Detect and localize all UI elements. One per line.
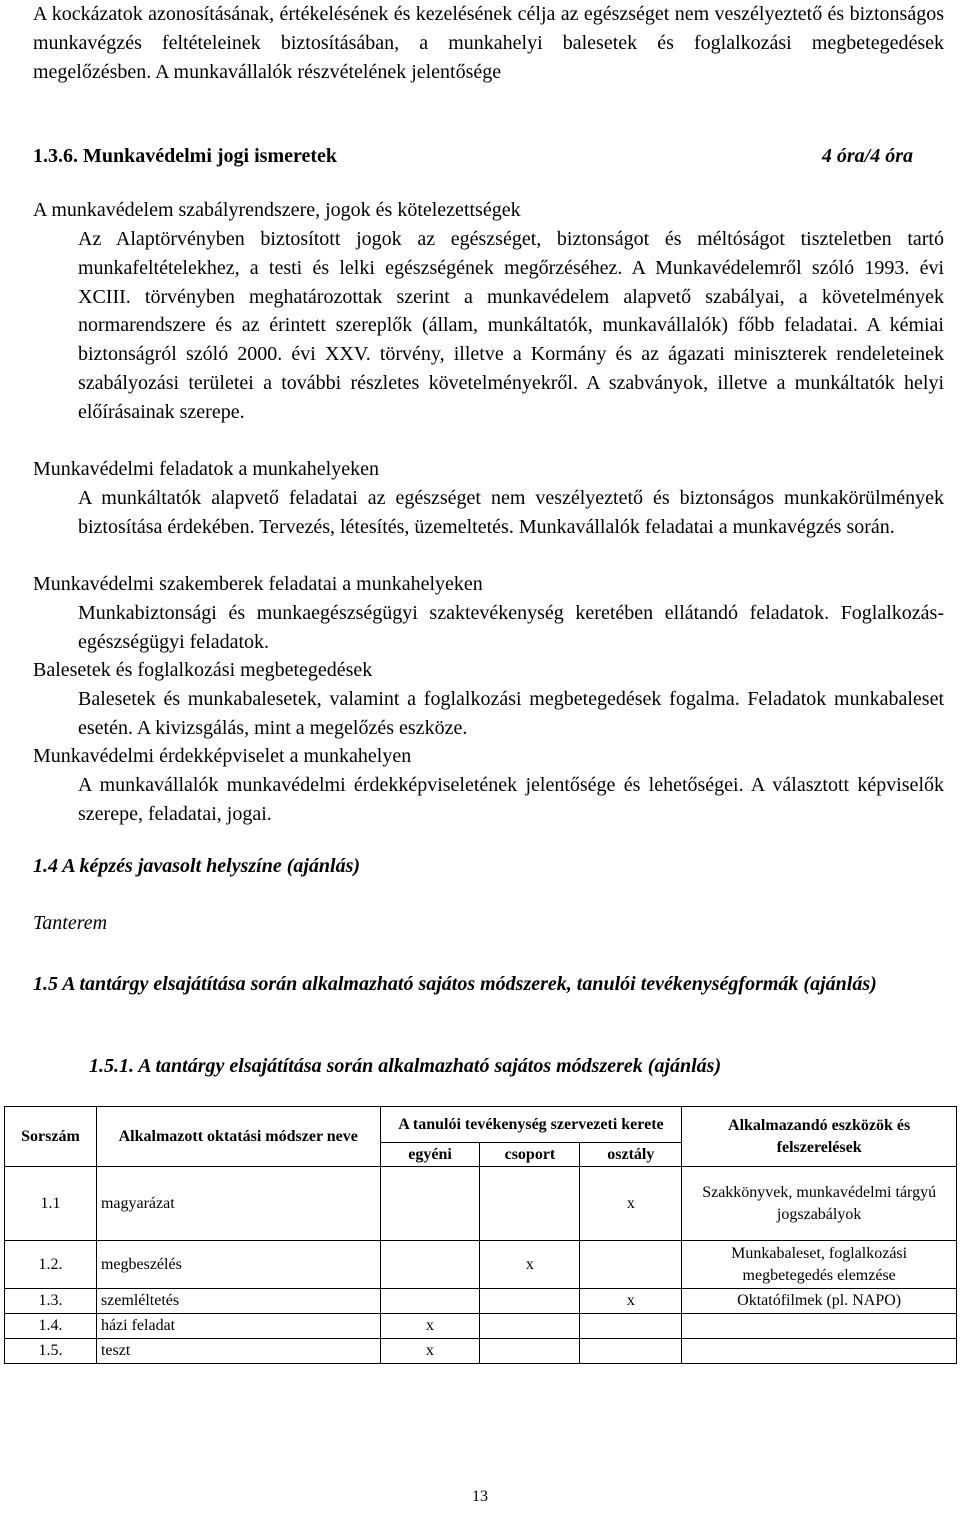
topic-body: Balesetek és munkabalesetek, valamint a foglalkozási megbetegedések fogalma. Feladatok munkabaleset esetén. A kivizsgálás, mint a megelőzés eszköze.	[78, 688, 944, 739]
row-num: 1.3.	[5, 1289, 97, 1314]
topic-body: A munkavállalók munkavédelmi érdekképviseletének jelentősége és lehetőségei. A választott képviselők szerepe, feladatai, jogai.	[78, 774, 944, 825]
topic-body: Munkabiztonsági és munkaegészségügyi szaktevékenység keretében ellátandó feladatok. Foglalkozás-egészségügyi feladatok.	[78, 602, 944, 653]
table-row	[5, 1289, 957, 1314]
row-class	[580, 1339, 682, 1364]
intro-paragraph: A kockázatok azonosításának, értékelésének és kezelésének célja az egészséget nem veszélyeztető és biztonságos munkavégzés feltételeinek biztosításában, a munkahelyi balesetek és foglalkozási megbetegedések megelőzésben. A munkavállalók részvételének jelentősége	[33, 3, 944, 83]
table-row	[5, 1241, 957, 1289]
row-tools	[682, 1314, 957, 1339]
row-method: teszt	[96, 1339, 380, 1364]
header-tools: Alkalmazandó eszközök és felszerelések	[682, 1107, 957, 1167]
topic-heading: Munkavédelmi szakemberek feladatai a munkahelyeken	[33, 573, 483, 595]
topic-heading: Balesetek és foglalkozási megbetegedések	[33, 659, 373, 681]
training-location: Tanterem	[33, 912, 108, 934]
row-individual: x	[380, 1314, 480, 1339]
row-method: szemléltetés	[96, 1289, 380, 1314]
row-group	[480, 1314, 580, 1339]
row-method: magyarázat	[96, 1167, 380, 1241]
row-group	[480, 1167, 580, 1241]
row-group	[480, 1289, 580, 1314]
table-row	[5, 1314, 957, 1339]
header-class: osztály	[580, 1143, 682, 1167]
row-method: házi feladat	[96, 1314, 380, 1339]
topic-heading: Munkavédelmi feladatok a munkahelyeken	[33, 458, 379, 480]
row-individual	[380, 1289, 480, 1314]
topic-body: Az Alaptörvényben biztosított jogok az egészséget, biztonságot és méltóságot tiszteletben tartó munkafeltételekhez, a testi és lelki egészségének megőrzéséhez. A Munkavédelemről szóló 1993. évi XCIII. törvényben meghatározottak szerint a munkavédelem alapvető szabályai, a követelmények normarendszere és az érintett szereplők (állam, munkáltatók, munkavállalók) főbb feladatai. A kémiai biztonságról szóló 2000. évi XXV. törvény, illetve a Kormány és az ágazati miniszterek rendeleteinek szabályozási területei a további részletes követelményekről. A szabványok, illetve a munkáltatók helyi előírásainak szerepe.	[78, 228, 944, 423]
row-group	[480, 1339, 580, 1364]
section-hours: 4 óra/4 óra	[821, 145, 913, 167]
row-tools: Szakkönyvek, munkavédelmi tárgyú jogszabályok	[682, 1167, 957, 1241]
row-tools	[682, 1339, 957, 1364]
row-num: 1.5.	[5, 1339, 97, 1364]
page-number: 13	[472, 1488, 488, 1505]
row-individual: x	[380, 1339, 480, 1364]
topic-heading: A munkavédelem szabályrendszere, jogok és kötelezettségek	[33, 199, 521, 221]
section-1-4-heading: 1.4 A képzés javasolt helyszíne (ajánlás)	[33, 855, 361, 877]
row-class	[580, 1241, 682, 1289]
section-1-5-heading: 1.5 A tantárgy elsajátítása során alkalmazható sajátos módszerek, tanulói tevékenységformák (ajánlás)	[33, 973, 877, 995]
row-class: x	[580, 1167, 682, 1241]
row-tools: Oktatófilmek (pl. NAPO)	[682, 1289, 957, 1314]
row-individual	[380, 1241, 480, 1289]
row-num: 1.1	[5, 1167, 97, 1241]
topic-body: A munkáltatók alapvető feladatai az egészséget nem veszélyeztető és biztonságos munkakörülmények biztosítása érdekében. Tervezés, létesítés, üzemeltetés. Munkavállalók feladatai a munkavégzés során.	[78, 487, 944, 538]
row-method: megbeszélés	[96, 1241, 380, 1289]
row-class	[580, 1314, 682, 1339]
header-org: A tanulói tevékenység szervezeti kerete	[380, 1107, 682, 1143]
section-1-5-1-title: 1.5.1. A tantárgy elsajátítása során alkalmazható sajátos módszerek (ajánlás)	[89, 1055, 722, 1077]
row-class: x	[580, 1289, 682, 1314]
header-individual: egyéni	[380, 1143, 480, 1167]
row-group: x	[480, 1241, 580, 1289]
section-title: 1.3.6. Munkavédelmi jogi ismeretek	[33, 145, 338, 167]
methods-table	[4, 1106, 957, 1364]
table-row	[5, 1167, 957, 1241]
row-num: 1.4.	[5, 1314, 97, 1339]
header-num: Sorszám	[5, 1107, 97, 1167]
header-group: csoport	[480, 1143, 580, 1167]
section-1-3-6-heading	[33, 142, 913, 170]
topic-heading: Munkavédelmi érdekképviselet a munkahelyen	[33, 745, 412, 767]
row-num: 1.2.	[5, 1241, 97, 1289]
row-individual	[380, 1167, 480, 1241]
table-row	[5, 1339, 957, 1364]
section-1-5-1-heading	[89, 1055, 721, 1078]
row-tools: Munkabaleset, foglalkozási megbetegedés elemzése	[682, 1241, 957, 1289]
header-method: Alkalmazott oktatási módszer neve	[96, 1107, 380, 1167]
